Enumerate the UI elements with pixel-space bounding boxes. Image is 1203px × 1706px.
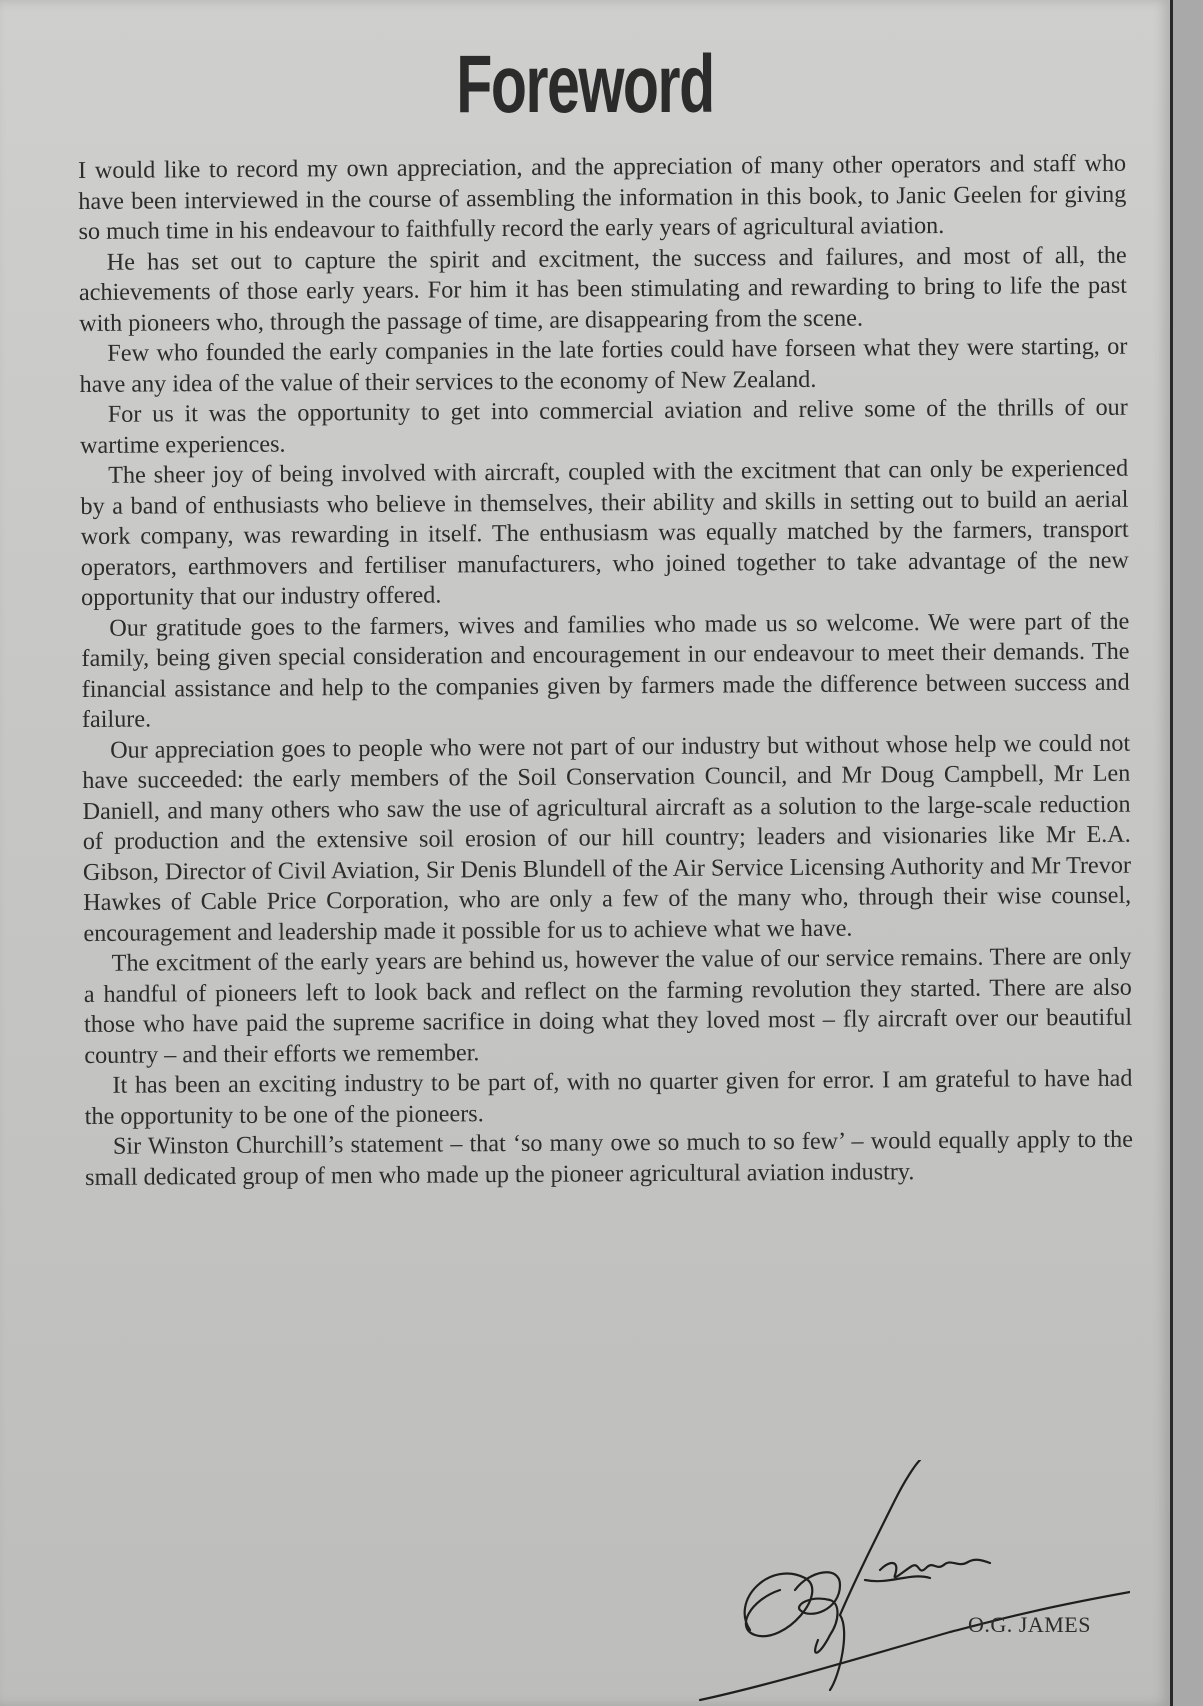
- page-title: Foreword: [456, 39, 714, 130]
- handwritten-signature: [690, 1460, 1130, 1705]
- paragraph: I would like to record my own appreciation, and the appreciation of many other operators and staff who have been interviewed in the course of assembling the information in this book, to Janic Geelen for giving so much time in his endeavour to faithfully record the early years of agricultural aviation.: [78, 149, 1127, 245]
- page-edge-shadow: [1173, 0, 1203, 1706]
- paragraph: Sir Winston Churchill’s statement – that ‘so many owe so much to so few’ – would equally apply to the small dedicated group of men who made up the pioneer agricultural aviation industry.: [85, 1125, 1133, 1191]
- paragraph: He has set out to capture the spirit and excitment, the success and failures, and most of all, the achievements of those early years. For him it has been stimulating and rewarding to bring to life the past with pioneers who, through the passage of time, are disappearing from the scene.: [78, 241, 1128, 337]
- paragraph: The excitment of the early years are behind us, however the value of our service remains. There are only a handful of pioneers left to look back and reflect on the farming revolution they started. There are also those who have paid the supreme sacrifice in doing what they loved most – fly aircraft over our beautiful country – and their efforts we remember.: [83, 942, 1133, 1069]
- paragraph: Our appreciation goes to people who were not part of our industry but without whose help we could not have succeeded: the early members of the Soil Conservation Council, and Mr Doug Campbell, Mr Len Daniell, and many others who saw the use of agricultural aircraft as a solution to the large-scale reduction of production and the extensive soil erosion of our hill country; leaders and visionaries like Mr E.A. Gibson, Director of Civil Aviation, Sir Denis Blundell of the Air Service Licensing Authority and Mr Trevor Hawkes of Cable Price Corporation, who are only a few of the many who, through their wise counsel, encouragement and leadership made it possible for us to achieve what we have.: [82, 729, 1132, 947]
- paragraph: The sheer joy of being involved with aircraft, coupled with the excitment that can only be experienced by a band of enthusiasts who believe in themselves, their ability and skills in setting out to build an aerial work company, was rewarding in itself. The enthusiasm was equally matched by the farmers, transport operators, earthmovers and fertiliser manufacturers, who joined together to take advantage of the new opportunity that our industry offered.: [80, 454, 1129, 611]
- paragraph: Few who founded the early companies in the late forties could have forseen what they were starting, or have any idea of the value of their services to the economy of New Zealand.: [79, 332, 1128, 398]
- paragraph: Our gratitude goes to the farmers, wives and families who made us so welcome. We were part of the family, being given special consideration and encouragement in our endeavour to meet their demands. The financial assistance and help to the companies given by farmers made the difference between success and failure.: [81, 607, 1130, 733]
- signatory-name: O.G. JAMES: [968, 1612, 1091, 1637]
- foreword-body: [78, 149, 1133, 1193]
- paragraph: It has been an exciting industry to be part of, with no quarter given for error. I am grateful to have had the opportunity to be one of the pioneers.: [84, 1064, 1133, 1130]
- paragraph: For us it was the opportunity to get into commercial aviation and relive some of the thrills of our wartime experiences.: [79, 393, 1128, 459]
